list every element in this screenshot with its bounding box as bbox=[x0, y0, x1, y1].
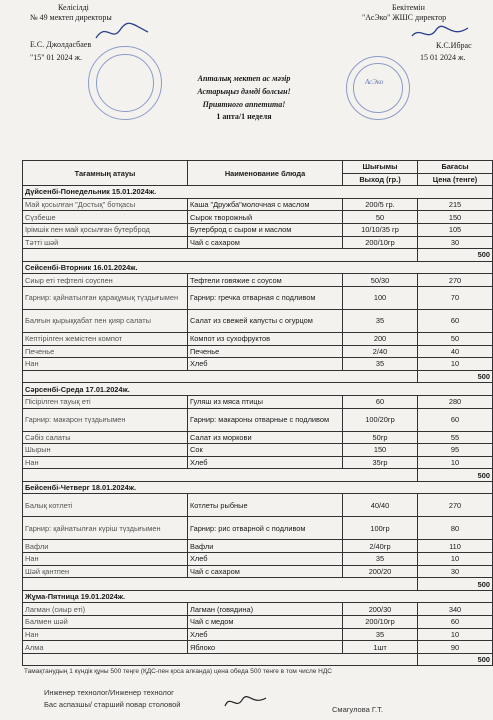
table-row bbox=[23, 358, 493, 371]
dish-name-ru: Хлеб bbox=[188, 456, 343, 469]
dish-price: 90 bbox=[418, 641, 493, 654]
dish-name-ru: Гарнир: макароны отварные с подливом bbox=[188, 408, 343, 431]
table-row bbox=[23, 641, 493, 654]
dish-price: 270 bbox=[418, 274, 493, 287]
day-total: 500 bbox=[418, 249, 493, 262]
dish-name-kz: Шәй қантпен bbox=[23, 565, 188, 578]
dish-price: 30 bbox=[418, 236, 493, 249]
table-row bbox=[23, 395, 493, 408]
wish-ru: Приятного аппетита! bbox=[202, 100, 286, 109]
dish-name-ru: Яблоко bbox=[188, 641, 343, 654]
table-row bbox=[23, 540, 493, 553]
table-row bbox=[23, 603, 493, 616]
left-date: "15" 01 2024 ж. bbox=[30, 53, 83, 62]
day-header-row bbox=[23, 261, 493, 274]
dish-price: 215 bbox=[418, 198, 493, 211]
col-price-kz: Бағасы bbox=[418, 161, 493, 174]
dish-name-kz: Тәтті шәй bbox=[23, 236, 188, 249]
dish-name-ru: Бутерброд с сыром и маслом bbox=[188, 223, 343, 236]
day-total: 500 bbox=[418, 578, 493, 591]
right-name: К.С.Ибрас bbox=[436, 41, 472, 50]
dish-name-ru: Тефтели говяжие с соусом bbox=[188, 274, 343, 287]
dish-price: 280 bbox=[418, 395, 493, 408]
day-total: 500 bbox=[418, 469, 493, 482]
dish-yield: 2/40гр bbox=[343, 540, 418, 553]
dish-name-kz: Ірімшік пен май қосылған бутерброд bbox=[23, 223, 188, 236]
dish-yield: 200/5 гр. bbox=[343, 198, 418, 211]
day-title: Дүйсенбі-Понедельник 15.01.2024ж. bbox=[23, 186, 493, 199]
col-yield-ru: Выход (гр.) bbox=[343, 173, 418, 186]
table-row bbox=[23, 274, 493, 287]
dish-name-ru: Чай с медом bbox=[188, 616, 343, 629]
table-row bbox=[23, 517, 493, 540]
dish-name-ru: Лагман (говядина) bbox=[188, 603, 343, 616]
day-header-row bbox=[23, 383, 493, 396]
dish-price: 10 bbox=[418, 456, 493, 469]
dish-name-ru: Чай с сахаром bbox=[188, 565, 343, 578]
wish-kz: Астарыңыз дәмді болсын! bbox=[197, 87, 291, 96]
table-row bbox=[23, 236, 493, 249]
company-signature bbox=[410, 22, 470, 44]
left-name: Е.С. Джолдасбаев bbox=[30, 40, 92, 49]
table-row bbox=[23, 565, 493, 578]
dish-price: 70 bbox=[418, 286, 493, 309]
table-row bbox=[23, 198, 493, 211]
menu-title-kz: Апталық мектеп ас мәзір bbox=[197, 74, 291, 83]
dish-price: 80 bbox=[418, 517, 493, 540]
dish-yield: 100/20гр bbox=[343, 408, 418, 431]
dish-name-ru: Хлеб bbox=[188, 553, 343, 566]
dish-price: 150 bbox=[418, 211, 493, 224]
chef-label: Бас аспазшы/ старший повар столовой bbox=[44, 700, 181, 709]
table-row bbox=[23, 616, 493, 629]
dish-name-kz: Май қосылған "Достық" ботқасы bbox=[23, 198, 188, 211]
dish-name-kz: Шырын bbox=[23, 444, 188, 457]
dish-yield: 60 bbox=[343, 395, 418, 408]
day-total-row bbox=[23, 370, 493, 383]
dish-name-kz: Балғын қырыққабат пен қияр салаты bbox=[23, 309, 188, 332]
dish-name-ru: Каша "Дружба"молочная с маслом bbox=[188, 198, 343, 211]
dish-yield: 200/30 bbox=[343, 603, 418, 616]
director-signature bbox=[92, 20, 152, 44]
table-row bbox=[23, 628, 493, 641]
dish-price: 55 bbox=[418, 431, 493, 444]
dish-yield: 35гр bbox=[343, 456, 418, 469]
dish-price: 60 bbox=[418, 616, 493, 629]
dish-price: 50 bbox=[418, 332, 493, 345]
table-row bbox=[23, 345, 493, 358]
dish-name-ru: Гуляш из мяса птицы bbox=[188, 395, 343, 408]
dish-price: 60 bbox=[418, 408, 493, 431]
total-spacer bbox=[23, 249, 418, 262]
dish-price: 105 bbox=[418, 223, 493, 236]
right-org: "АсЭко" ЖШС директор bbox=[362, 13, 447, 22]
dish-yield: 35 bbox=[343, 309, 418, 332]
dish-price: 10 bbox=[418, 553, 493, 566]
right-approval-label: Бекітемін bbox=[392, 3, 425, 12]
chef-name: Смагулова Г.Т. bbox=[332, 705, 383, 714]
dish-yield: 200 bbox=[343, 332, 418, 345]
dish-yield: 1шт bbox=[343, 641, 418, 654]
dish-name-ru: Вафли bbox=[188, 540, 343, 553]
dish-name-kz: Нан bbox=[23, 456, 188, 469]
table-row bbox=[23, 211, 493, 224]
dish-yield: 200/20 bbox=[343, 565, 418, 578]
dish-name-kz: Нан bbox=[23, 628, 188, 641]
dish-yield: 150 bbox=[343, 444, 418, 457]
table-row bbox=[23, 223, 493, 236]
day-total-row bbox=[23, 469, 493, 482]
day-total: 500 bbox=[418, 370, 493, 383]
dish-name-ru: Салат из моркови bbox=[188, 431, 343, 444]
dish-price: 60 bbox=[418, 309, 493, 332]
dish-yield: 2/40 bbox=[343, 345, 418, 358]
dish-name-kz: Вафли bbox=[23, 540, 188, 553]
dish-yield: 35 bbox=[343, 553, 418, 566]
dish-yield: 200/10гр bbox=[343, 616, 418, 629]
left-approval-label: Келісілді bbox=[58, 3, 89, 12]
company-stamp-text: АсЭко bbox=[365, 78, 384, 86]
dish-name-ru: Котлеты рыбные bbox=[188, 494, 343, 517]
day-header-row bbox=[23, 590, 493, 603]
dish-name-kz: Нан bbox=[23, 358, 188, 371]
day-title: Сейсенбі-Вторник 16.01.2024ж. bbox=[23, 261, 493, 274]
dish-name-kz: Кептірілген жемістен компот bbox=[23, 332, 188, 345]
col-name-kz: Тағамның атауы bbox=[23, 161, 188, 186]
dish-name-kz: Балық котлеті bbox=[23, 494, 188, 517]
day-total-row bbox=[23, 578, 493, 591]
table-row bbox=[23, 494, 493, 517]
dish-name-kz: Сиыр еті тефтелі соуспен bbox=[23, 274, 188, 287]
dish-yield: 50 bbox=[343, 211, 418, 224]
table-row bbox=[23, 444, 493, 457]
table-row bbox=[23, 553, 493, 566]
dish-price: 340 bbox=[418, 603, 493, 616]
dish-name-kz: Сүзбеше bbox=[23, 211, 188, 224]
day-header-row bbox=[23, 481, 493, 494]
day-title: Жұма-Пятница 19.01.2024ж. bbox=[23, 590, 493, 603]
table-row bbox=[23, 456, 493, 469]
dish-name-kz: Алма bbox=[23, 641, 188, 654]
dish-price: 10 bbox=[418, 358, 493, 371]
dish-price: 30 bbox=[418, 565, 493, 578]
dish-price: 270 bbox=[418, 494, 493, 517]
col-yield-kz: Шығымы bbox=[343, 161, 418, 174]
table-row bbox=[23, 332, 493, 345]
total-spacer bbox=[23, 578, 418, 591]
dish-yield: 100гр bbox=[343, 517, 418, 540]
col-price-ru: Цена (тенге) bbox=[418, 173, 493, 186]
dish-name-kz: Нан bbox=[23, 553, 188, 566]
dish-name-kz: Печенье bbox=[23, 345, 188, 358]
table-row bbox=[23, 431, 493, 444]
dish-yield: 100 bbox=[343, 286, 418, 309]
dish-yield: 40/40 bbox=[343, 494, 418, 517]
dish-price: 110 bbox=[418, 540, 493, 553]
dish-name-ru: Гарнир: гречка отварная с подливом bbox=[188, 286, 343, 309]
table-row bbox=[23, 286, 493, 309]
day-total-row bbox=[23, 653, 493, 666]
right-date: 15 01 2024 ж. bbox=[420, 53, 466, 62]
dish-price: 95 bbox=[418, 444, 493, 457]
day-total-row bbox=[23, 249, 493, 262]
dish-name-kz: Гарнир: қайнатылған қарақұмық түздығымен bbox=[23, 286, 188, 309]
dish-yield: 50гр bbox=[343, 431, 418, 444]
dish-name-ru: Компот из сухофруктов bbox=[188, 332, 343, 345]
table-row bbox=[23, 408, 493, 431]
dish-name-kz: Балмен шәй bbox=[23, 616, 188, 629]
dish-name-kz: Гарнир: қайнатылған күріш түздығымен bbox=[23, 517, 188, 540]
dish-yield: 50/30 bbox=[343, 274, 418, 287]
dish-yield: 10/10/35 гр bbox=[343, 223, 418, 236]
table-row bbox=[23, 309, 493, 332]
dish-name-ru: Хлеб bbox=[188, 628, 343, 641]
total-spacer bbox=[23, 469, 418, 482]
dish-name-ru: Печенье bbox=[188, 345, 343, 358]
dish-name-ru: Сок bbox=[188, 444, 343, 457]
chef-signature bbox=[222, 692, 270, 712]
dish-name-ru: Хлеб bbox=[188, 358, 343, 371]
dish-name-ru: Салат из свежей капусты с огурцом bbox=[188, 309, 343, 332]
dish-yield: 35 bbox=[343, 628, 418, 641]
dish-yield: 200/10гр bbox=[343, 236, 418, 249]
dish-name-kz: Гарнир: макарон түздығымен bbox=[23, 408, 188, 431]
dish-yield: 35 bbox=[343, 358, 418, 371]
day-title: Сәрсенбі-Среда 17.01.2024ж. bbox=[23, 383, 493, 396]
price-note: Тамақтанудың 1 күндік құны 500 теңге (ҚДС-пен қоса алғанда) цена обеда 500 тенге в том числе НДС bbox=[24, 668, 332, 675]
dish-name-kz: Пісірілген тауық еті bbox=[23, 395, 188, 408]
menu-table bbox=[22, 160, 493, 666]
col-name-ru: Наименование блюда bbox=[188, 161, 343, 186]
left-org: № 49 мектеп директоры bbox=[30, 13, 112, 22]
dish-name-kz: Сәбіз салаты bbox=[23, 431, 188, 444]
dish-price: 40 bbox=[418, 345, 493, 358]
dish-name-kz: Лагман (сиыр еті) bbox=[23, 603, 188, 616]
day-title: Бейсенбі-Четверг 18.01.2024ж. bbox=[23, 481, 493, 494]
total-spacer bbox=[23, 653, 418, 666]
dish-name-ru: Гарнир: рис отварной с подливом bbox=[188, 517, 343, 540]
dish-name-ru: Сырок творожный bbox=[188, 211, 343, 224]
day-total: 500 bbox=[418, 653, 493, 666]
dish-price: 10 bbox=[418, 628, 493, 641]
day-header-row bbox=[23, 186, 493, 199]
dish-name-ru: Чай с сахаром bbox=[188, 236, 343, 249]
total-spacer bbox=[23, 370, 418, 383]
week-label: 1 апта/1 неделя bbox=[216, 112, 272, 121]
engineer-label: Инженер технолог/Инженер технолог bbox=[44, 688, 174, 697]
